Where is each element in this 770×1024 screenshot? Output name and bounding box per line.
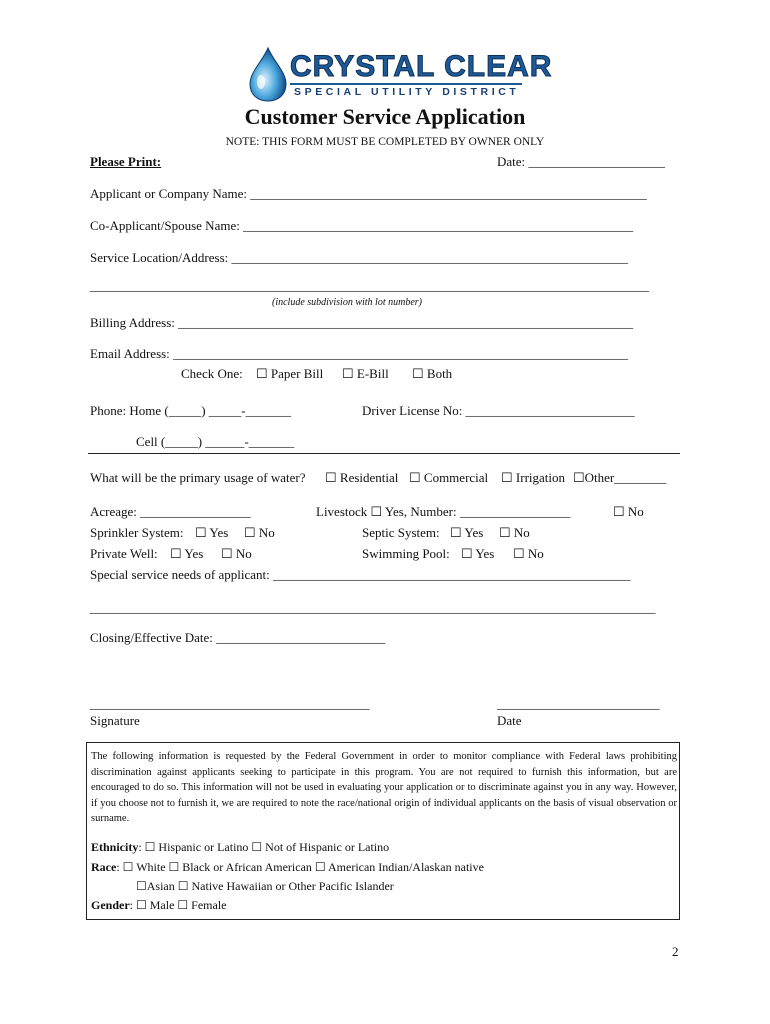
service-location-field[interactable]: Service Location/Address: _____________________________________________________________ [90, 250, 629, 265]
private-well-yes-checkbox[interactable]: ☐ Yes [170, 546, 204, 561]
ebill-checkbox[interactable]: ☐ E-Bill [342, 366, 389, 381]
private-well-label: Private Well: [90, 546, 158, 561]
sprinkler-no-checkbox[interactable]: ☐ No [244, 525, 275, 540]
special-service-field[interactable]: Special service needs of applicant: _______________________________________________________ [90, 567, 631, 582]
company-logo [246, 46, 553, 104]
special-service-continued-field[interactable]: _______________________________________________________________________________________ [90, 600, 656, 615]
section-divider [88, 453, 680, 454]
closing-date-field[interactable]: Closing/Effective Date: __________________________ [90, 630, 386, 645]
signature-date-label: Date [497, 713, 522, 728]
please-print-label: Please Print: [90, 154, 162, 169]
race-label: Race [91, 860, 117, 874]
date-field[interactable]: Date: _____________________ [497, 154, 665, 169]
signature-date-field[interactable]: _________________________ [497, 696, 660, 711]
acreage-field[interactable]: Acreage: _________________ [90, 504, 251, 519]
service-location-continued-field[interactable]: ______________________________________________________________________________________ [90, 278, 649, 293]
gender-options[interactable]: : ☐ Male ☐ Female [129, 898, 227, 912]
septic-yes-checkbox[interactable]: ☐ Yes [450, 525, 484, 540]
ethnicity-row [91, 840, 389, 855]
sprinkler-yes-checkbox[interactable]: ☐ Yes [195, 525, 229, 540]
race-row [91, 860, 484, 875]
swimming-pool-no-checkbox[interactable]: ☐ No [513, 546, 544, 561]
commercial-checkbox[interactable]: ☐ Commercial [409, 470, 489, 485]
demographics-paragraph: The following information is requested by the Federal Government in order to monitor compliance with Federal laws prohibiting discrimination against applicants seeking to participate in this program. You are not required to furnish this information, but are encouraged to do so. This information will not be used in evaluating your application or to discriminate against you in any way. However, if you choose not to furnish it, we are required to note the race/national origin of individual applicants on the basis of visual observation or surname. [91, 751, 677, 825]
signature-label: Signature [90, 713, 140, 728]
check-one-label: Check One: [181, 366, 243, 381]
ethnicity-label: Ethnicity [91, 840, 139, 854]
swimming-pool-label: Swimming Pool: [362, 546, 450, 561]
septic-no-checkbox[interactable]: ☐ No [499, 525, 530, 540]
race-options-continued[interactable]: ☐Asian ☐ Native Hawaiian or Other Pacific Islander [136, 879, 394, 893]
logo-name-bottom: SPECIAL UTILITY DISTRICT [294, 86, 520, 98]
sprinkler-label: Sprinkler System: [90, 525, 184, 540]
livestock-no-checkbox[interactable]: ☐ No [613, 504, 644, 519]
paper-bill-checkbox[interactable]: ☐ Paper Bill [256, 366, 324, 381]
coapplicant-name-field[interactable]: Co-Applicant/Spouse Name: ____________________________________________________________ [90, 218, 634, 233]
subdivision-note: (include subdivision with lot number) [272, 297, 422, 308]
livestock-field[interactable]: Livestock ☐ Yes, Number: _________________ [316, 504, 571, 519]
owner-note: NOTE: THIS FORM MUST BE COMPLETED BY OWNER ONLY [225, 136, 545, 148]
irrigation-checkbox[interactable]: ☐ Irrigation [501, 470, 565, 485]
residential-checkbox[interactable]: ☐ Residential [325, 470, 399, 485]
driver-license-field[interactable]: Driver License No: __________________________ [362, 403, 635, 418]
email-address-field[interactable]: Email Address: ______________________________________________________________________ [90, 346, 629, 361]
usage-question: What will be the primary usage of water? [90, 470, 306, 485]
logo-name-top: CRYSTAL CLEAR [290, 50, 553, 83]
both-checkbox[interactable]: ☐ Both [412, 366, 453, 381]
race-options[interactable]: : ☐ White ☐ Black or African American ☐ American Indian/Alaskan native [116, 860, 484, 874]
septic-label: Septic System: [362, 525, 440, 540]
applicant-name-field[interactable]: Applicant or Company Name: _____________________________________________________________ [90, 186, 647, 201]
logo-divider [290, 83, 522, 85]
signature-field[interactable]: ___________________________________________ [90, 696, 370, 711]
water-drop-icon [246, 46, 290, 102]
gender-row [91, 898, 227, 913]
home-phone-field[interactable]: Phone: Home (_____) _____-_______ [90, 403, 292, 418]
other-usage-checkbox[interactable]: ☐Other________ [573, 470, 667, 485]
demographics-box [86, 742, 680, 920]
page-number: 2 [672, 944, 679, 959]
swimming-pool-yes-checkbox[interactable]: ☐ Yes [461, 546, 495, 561]
private-well-no-checkbox[interactable]: ☐ No [221, 546, 252, 561]
page-title: Customer Service Application [244, 104, 526, 129]
ethnicity-options[interactable]: : ☐ Hispanic or Latino ☐ Not of Hispanic or Latino [138, 840, 390, 854]
gender-label: Gender [91, 898, 130, 912]
cell-phone-field[interactable]: Cell (_____) ______-_______ [136, 434, 295, 449]
billing-address-field[interactable]: Billing Address: ______________________________________________________________________ [90, 315, 634, 330]
